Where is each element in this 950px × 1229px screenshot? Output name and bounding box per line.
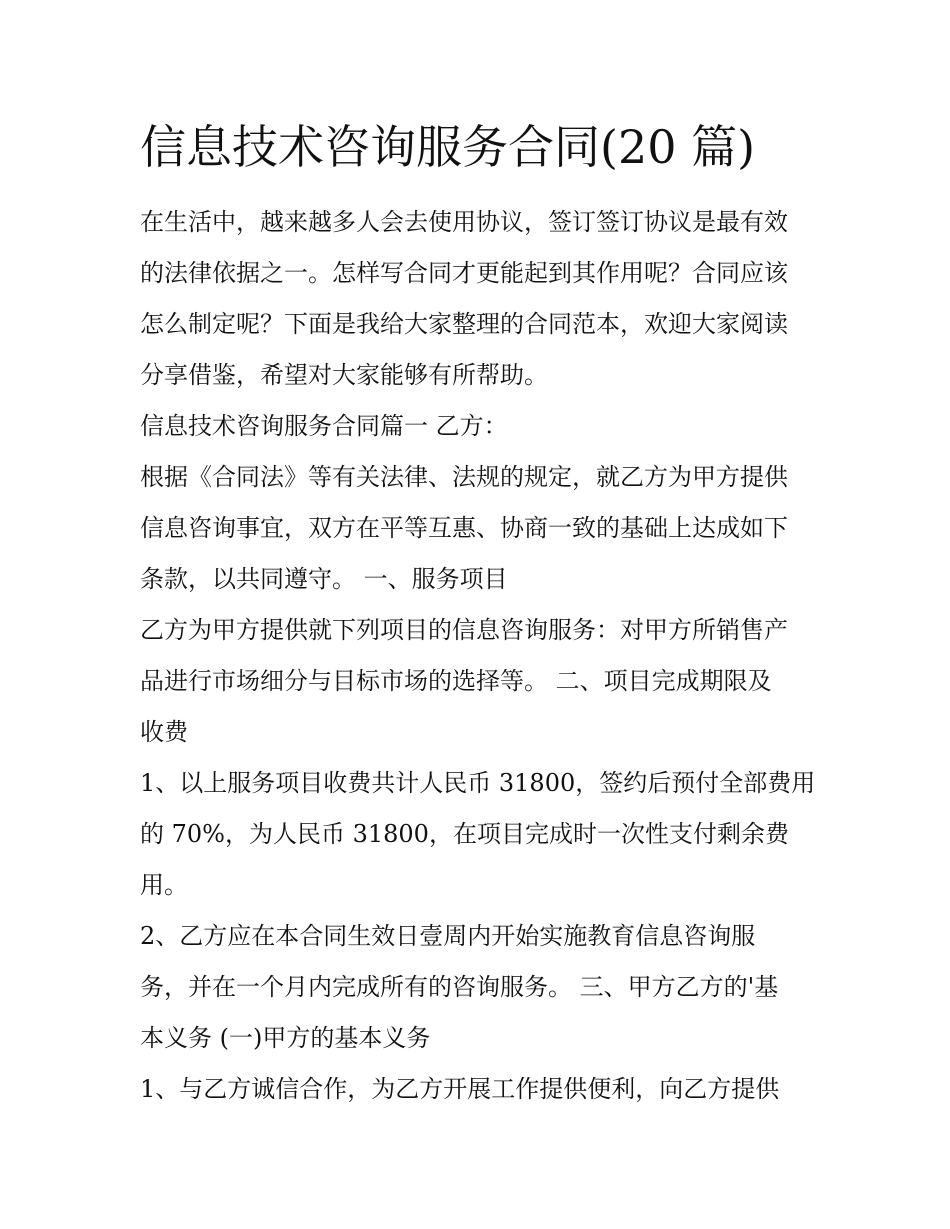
body-line: 条款，以共同遵守。 一、服务项目	[140, 565, 508, 593]
body-line: 用。	[140, 871, 188, 899]
body-line: 乙方为甲方提供就下列项目的信息咨询服务：对甲方所销售产	[140, 616, 788, 644]
body-line: 的 70%，为人民币 31800，在项目完成时一次性支付剩余费	[140, 820, 789, 848]
body-line: 怎么制定呢？下面是我给大家整理的合同范本，欢迎大家阅读	[140, 310, 788, 338]
body-line: 务，并在一个月内完成所有的咨询服务。 三、甲方乙方的'基	[140, 973, 779, 1001]
body-line: 1、以上服务项目收费共计人民币 31800，签约后预付全部费用	[140, 769, 816, 797]
document-title: 信息技术咨询服务合同(20 篇)	[140, 120, 756, 174]
body-line: 收费	[140, 718, 188, 746]
body-line: 在生活中，越来越多人会去使用协议，签订签订协议是最有效	[140, 208, 788, 236]
body-line: 品进行市场细分与目标市场的选择等。 二、项目完成期限及	[140, 667, 772, 695]
body-line: 2、乙方应在本合同生效日壹周内开始实施教育信息咨询服	[140, 922, 756, 950]
section-heading-line: 信息技术咨询服务合同篇一 乙方：	[140, 412, 508, 440]
document-body	[140, 197, 830, 1115]
body-line: 根据《合同法》等有关法律、法规的规定，就乙方为甲方提供	[140, 463, 788, 491]
body-line: 分享借鉴，希望对大家能够有所帮助。	[140, 361, 548, 389]
body-line: 的法律依据之一。怎样写合同才更能起到其作用呢？合同应该	[140, 259, 788, 287]
body-line: 1、与乙方诚信合作，为乙方开展工作提供便利，向乙方提供	[140, 1075, 780, 1103]
body-line: 本义务 (一)甲方的基本义务	[140, 1024, 431, 1052]
body-line: 信息咨询事宜，双方在平等互惠、协商一致的基础上达成如下	[140, 514, 788, 542]
